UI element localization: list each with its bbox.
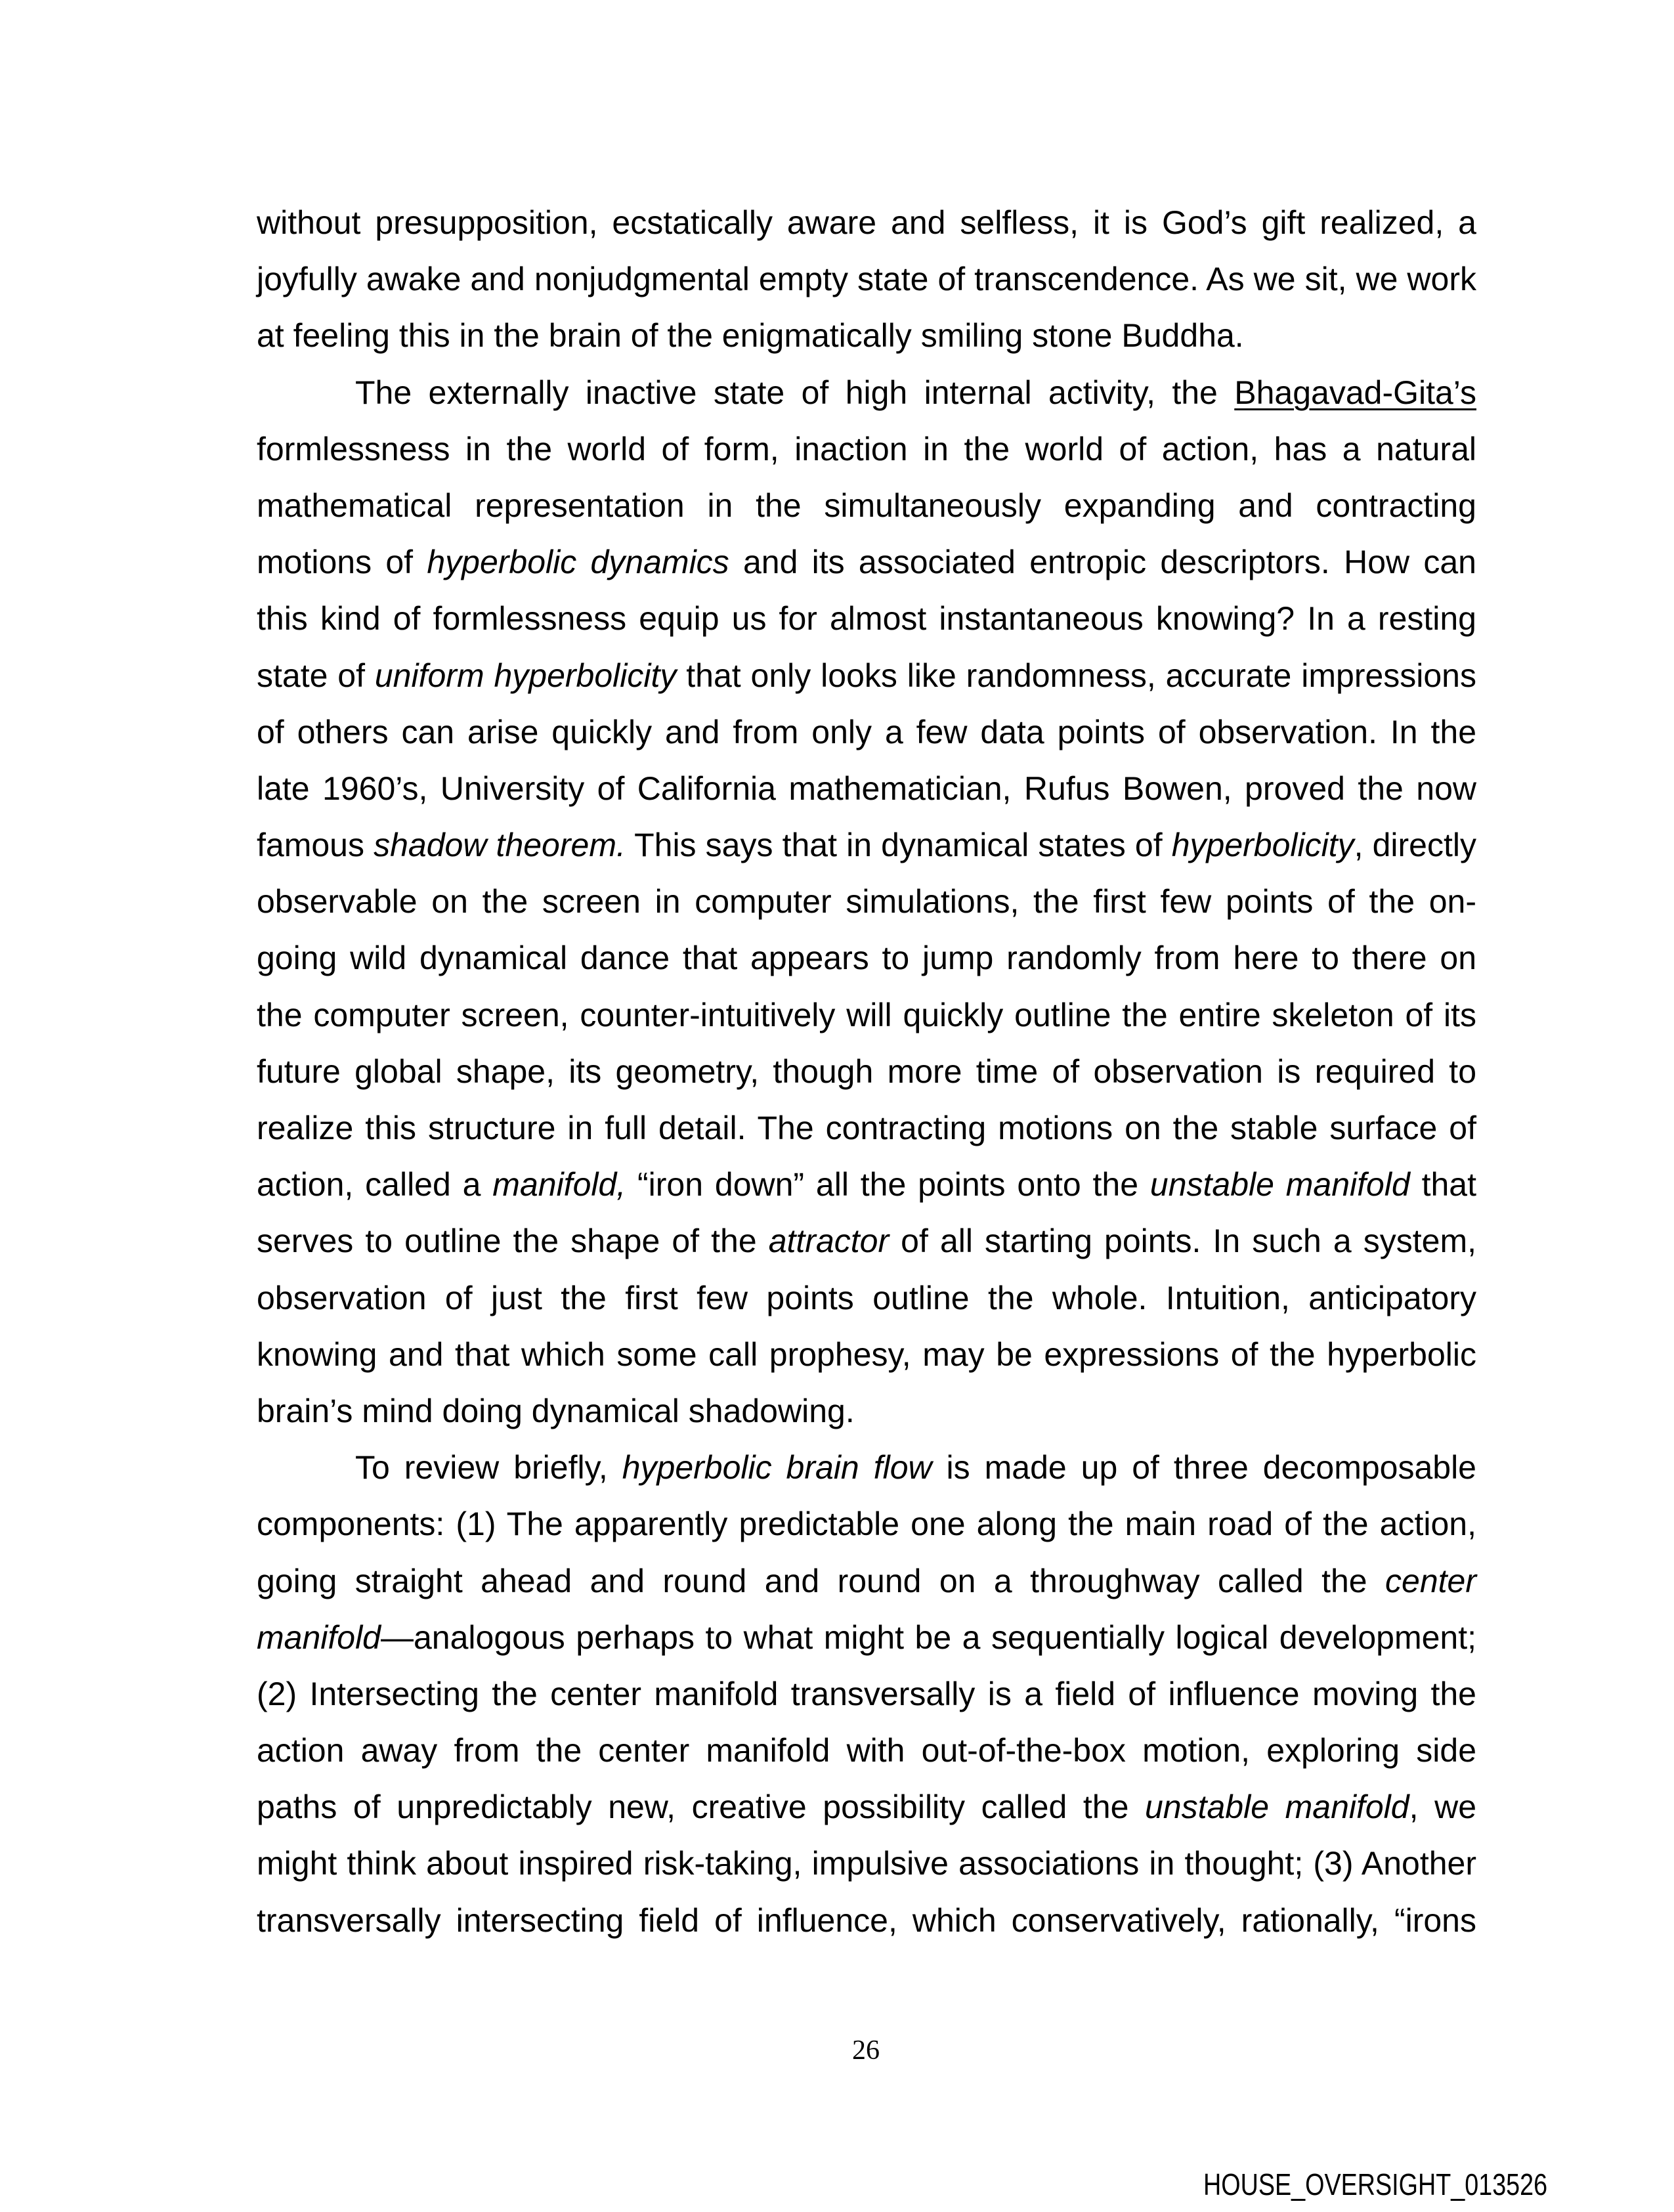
text-line [257,1439,1476,1496]
text-segment: going straight ahead and round and round on a throughway called the [257,1562,1386,1599]
text-segment: , we [1409,1789,1477,1826]
text-line [257,251,1476,307]
text-segment: , directly [1354,827,1476,864]
text-line [257,590,1476,647]
page-number: 26 [852,2035,880,2066]
italic-term: attractor [768,1223,890,1260]
text-segment: at feeling this in the brain of the enigmatically smiling stone Buddha. [257,317,1244,355]
text-line [257,704,1476,760]
text-line [257,1722,1476,1779]
text-segment: famous [257,827,374,864]
italic-term: unstable manifold [1144,1789,1409,1826]
text-line [257,1270,1476,1326]
italic-term: hyperbolic dynamics [427,544,729,581]
text-segment: action away from the center manifold with out-of-the-box motion, exploring side [257,1732,1476,1769]
text-line [257,1100,1476,1156]
text-line [257,873,1476,930]
bates-stamp: HOUSE_OVERSIGHT_013526 [1203,2167,1548,2201]
text-segment: serves to outline the shape of the [257,1223,769,1260]
italic-term: hyperbolic brain flow [622,1449,932,1486]
text-segment: that only looks like randomness, accurate impressions [676,657,1476,694]
text-segment: future global shape, its geometry, though more time of observation is required to [257,1052,1476,1090]
underlined-title: Bhagavad-Gita’s [1234,374,1476,411]
text-line [257,1553,1476,1609]
text-line [257,534,1476,590]
text-line [257,194,1476,251]
text-line [257,760,1476,817]
italic-term: unstable manifold [1149,1166,1410,1204]
body-text [257,194,1476,1949]
text-segment: without presupposition, ecstatically aware and selfless, it is God’s gift realized, a [257,204,1476,241]
text-line [257,1835,1476,1892]
italic-term: uniform hyperbolicity [374,657,677,694]
text-segment: is made up of three decomposable [932,1449,1476,1486]
text-segment: late 1960’s, University of California mathematician, Rufus Bowen, proved the now [257,770,1476,807]
text-line [257,477,1476,534]
text-segment: and its associated entropic descriptors. How can [729,544,1476,581]
italic-term: manifold [257,1618,381,1656]
text-segment: observation of just the first few points outline the whole. Intuition, anticipatory [257,1279,1476,1316]
text-segment: action, called a [257,1166,493,1204]
text-segment: going wild dynamical dance that appears to jump randomly from here to there on [257,940,1476,977]
text-line [257,421,1476,477]
text-segment: formlessness in the world of form, inaction in the world of action, has a natural [257,430,1476,467]
text-segment: —analogous perhaps to what might be a sequentially logical development; [381,1618,1476,1656]
text-segment: To review briefly, [355,1449,622,1486]
text-segment: This says that in dynamical states of [625,827,1172,864]
text-line [257,1156,1476,1213]
text-line [257,647,1476,704]
text-segment: state of [257,657,375,694]
text-segment: motions of [257,544,427,581]
text-segment: of all starting points. In such a system, [889,1223,1476,1260]
text-segment: transversally intersecting field of influence, which conservatively, rationally, “irons [257,1901,1476,1939]
text-segment: of others can arise quickly and from only a few data points of observation. In the [257,713,1476,750]
text-line [257,987,1476,1043]
text-line [257,817,1476,873]
text-segment: this kind of formlessness equip us for almost instantaneous knowing? In a resting [257,600,1476,638]
text-line [257,1892,1476,1949]
text-line [257,1326,1476,1383]
text-segment: observable on the screen in computer simulations, the first few points of the on- [257,883,1476,921]
italic-term: hyperbolicity [1171,827,1354,864]
text-segment: joyfully awake and nonjudgmental empty state of transcendence. As we sit, we work [257,261,1476,298]
text-line [257,1043,1476,1100]
text-segment: brain’s mind doing dynamical shadowing. [257,1392,855,1429]
text-segment: The externally inactive state of high internal activity, the [355,374,1235,411]
italic-term: center [1385,1562,1476,1599]
text-segment: might think about inspired risk-taking, impulsive associations in thought; (3) Another [257,1845,1476,1882]
text-line [257,1666,1476,1722]
italic-term: manifold, [492,1166,626,1204]
text-segment: components: (1) The apparently predictable one along the main road of the action, [257,1506,1476,1543]
text-line [257,930,1476,986]
text-segment: paths of unpredictably new, creative possibility called the [257,1789,1145,1826]
text-line [257,1609,1476,1666]
text-segment: realize this structure in full detail. The contracting motions on the stable surface of [257,1110,1476,1146]
text-line [257,1779,1476,1835]
text-segment: knowing and that which some call prophesy, may be expressions of the hyperbolic [257,1335,1476,1373]
text-line [257,364,1476,421]
text-segment: “iron down” all the points onto the [626,1166,1150,1204]
text-segment: that [1409,1166,1477,1204]
text-segment: (2) Intersecting the center manifold transversally is a field of influence moving the [257,1675,1476,1712]
text-line [257,1383,1476,1439]
text-line [257,1213,1476,1269]
italic-term: shadow theorem. [374,827,626,864]
text-line [257,307,1476,364]
text-segment: mathematical representation in the simultaneously expanding and contracting [257,487,1476,524]
text-line [257,1496,1476,1552]
text-segment: the computer screen, counter-intuitively will quickly outline the entire skeleton of its [257,996,1476,1033]
